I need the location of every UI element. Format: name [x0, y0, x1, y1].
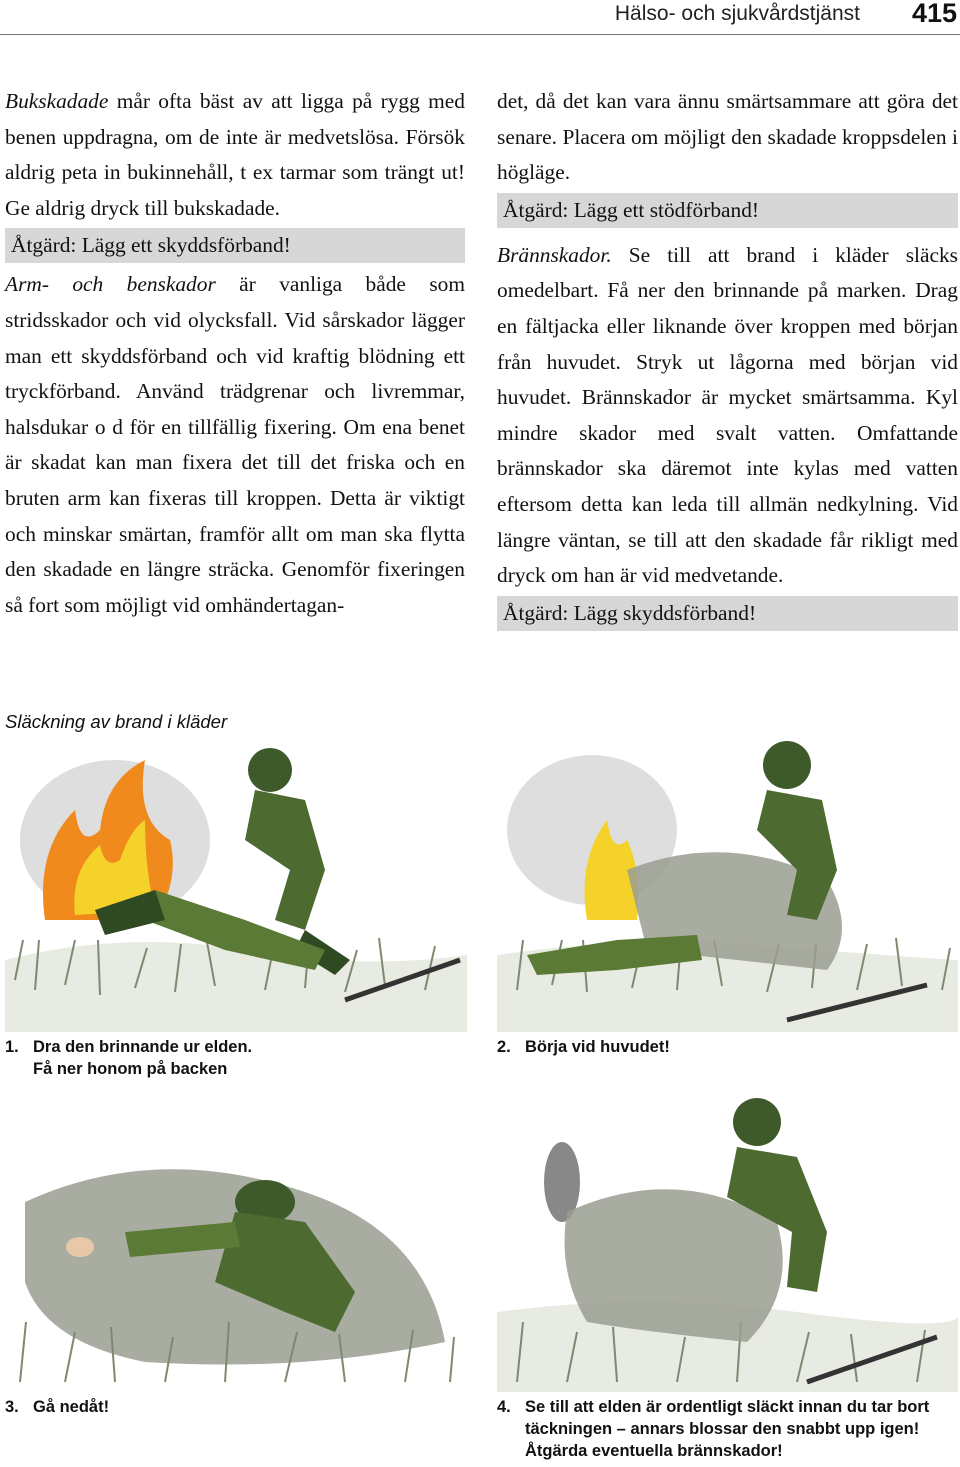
paragraph-abdominal — [5, 84, 465, 226]
action-box-protective: Åtgärd: Lägg ett skyddsförband! — [5, 228, 465, 263]
caption-line: Börja vid huvudet! — [525, 1038, 670, 1056]
paragraph-burns-text: Se till att brand i kläder släcks omedelbart. Få ner den brinnande på marken. Drag en fältjacka eller liknande över kroppen med början från huvudet. Stryk ut lågorna med början vid huvudet. Brännskador är mycket smärtsamma. Kyl mindre skador med svalt vatten. Omfattande brännskador ska däremot inte kylas med vatten eftersom detta kan leda till allmän nedkylning. Vid längre väntan, se till att den skadade får rikligt med dryck om han är vid medvetande. — [497, 242, 958, 588]
action-box-support: Åtgärd: Lägg ett stödförband! — [497, 193, 958, 228]
illustration-step-1 — [5, 720, 467, 1032]
term-abdominal: Bukskadade — [5, 89, 109, 113]
caption-line: Dra den brinnande ur elden. — [33, 1038, 253, 1056]
page-number: 415 — [911, 0, 957, 28]
caption-line: Få ner honom på backen — [33, 1060, 228, 1078]
left-column — [5, 84, 465, 623]
caption-line: täckningen – annars blossar den snabbt upp igen! — [525, 1420, 920, 1438]
action-box-burns: Åtgärd: Lägg skyddsförband! — [497, 596, 958, 631]
right-column — [497, 84, 958, 635]
caption-number: 3. — [5, 1398, 19, 1416]
paragraph-burns — [497, 238, 958, 594]
caption-number: 4. — [497, 1398, 511, 1416]
illustration-step-4 — [497, 1082, 958, 1392]
caption-step-1 — [5, 1036, 465, 1080]
caption-number: 2. — [497, 1038, 511, 1056]
caption-step-4 — [497, 1396, 957, 1462]
caption-line: Gå nedåt! — [33, 1398, 110, 1416]
illustration-step-2 — [497, 720, 958, 1032]
caption-line: Åtgärda eventuella brännskador! — [525, 1442, 783, 1460]
caption-number: 1. — [5, 1038, 19, 1056]
blanket-shape — [565, 1189, 783, 1342]
section-title: Hälso- och sjukvårdstjänst — [614, 2, 860, 25]
caption-step-3 — [5, 1396, 465, 1418]
page-header — [0, 0, 960, 35]
paragraph-limb-injuries — [5, 267, 465, 623]
caption-line: Se till att elden är ordentligt släckt innan du tar bort — [525, 1398, 930, 1416]
paragraph-limb-text: är vanliga både som stridsskador och vid olycksfall. Vid sårskador lägger man ett skyddsförband och vid kraftig blödning ett tryckförband. Använd trädgrenar och livremmar, halsdukar o d för en tillfällig fixering. Om ena benet är skadat kan man fixera det till det friska och en bruten arm kan fixeras till kroppen. Detta är viktigt och minskar smärtan, framför allt om man ska flytta den skadade en längre sträcka. Genomför fixeringen så fort som möjligt vid omhändertagan- — [5, 272, 465, 617]
term-limb-injuries: Arm- och benskador — [5, 272, 216, 297]
flame-icon — [20, 760, 210, 920]
figure-title: Släckning av brand i kläder — [5, 711, 228, 732]
caption-step-2 — [497, 1036, 957, 1058]
term-burns: Brännskador. — [497, 242, 612, 267]
soldier-victim-hand — [66, 1237, 94, 1257]
illustration-step-3 — [5, 1082, 467, 1392]
paragraph-abdominal-text: mår ofta bäst av att ligga på rygg med benen uppdragna, om de inte är medvetslösa. Försök aldrig peta in bukinnehåll, t ex tarmar som trängt ut! Ge aldrig dryck till bukskadade. — [5, 89, 465, 220]
paragraph-continuation: det, då det kan vara ännu smärtsammare att göra det senare. Placera om möjligt den skadade kroppsdelen i högläge. — [497, 89, 958, 185]
